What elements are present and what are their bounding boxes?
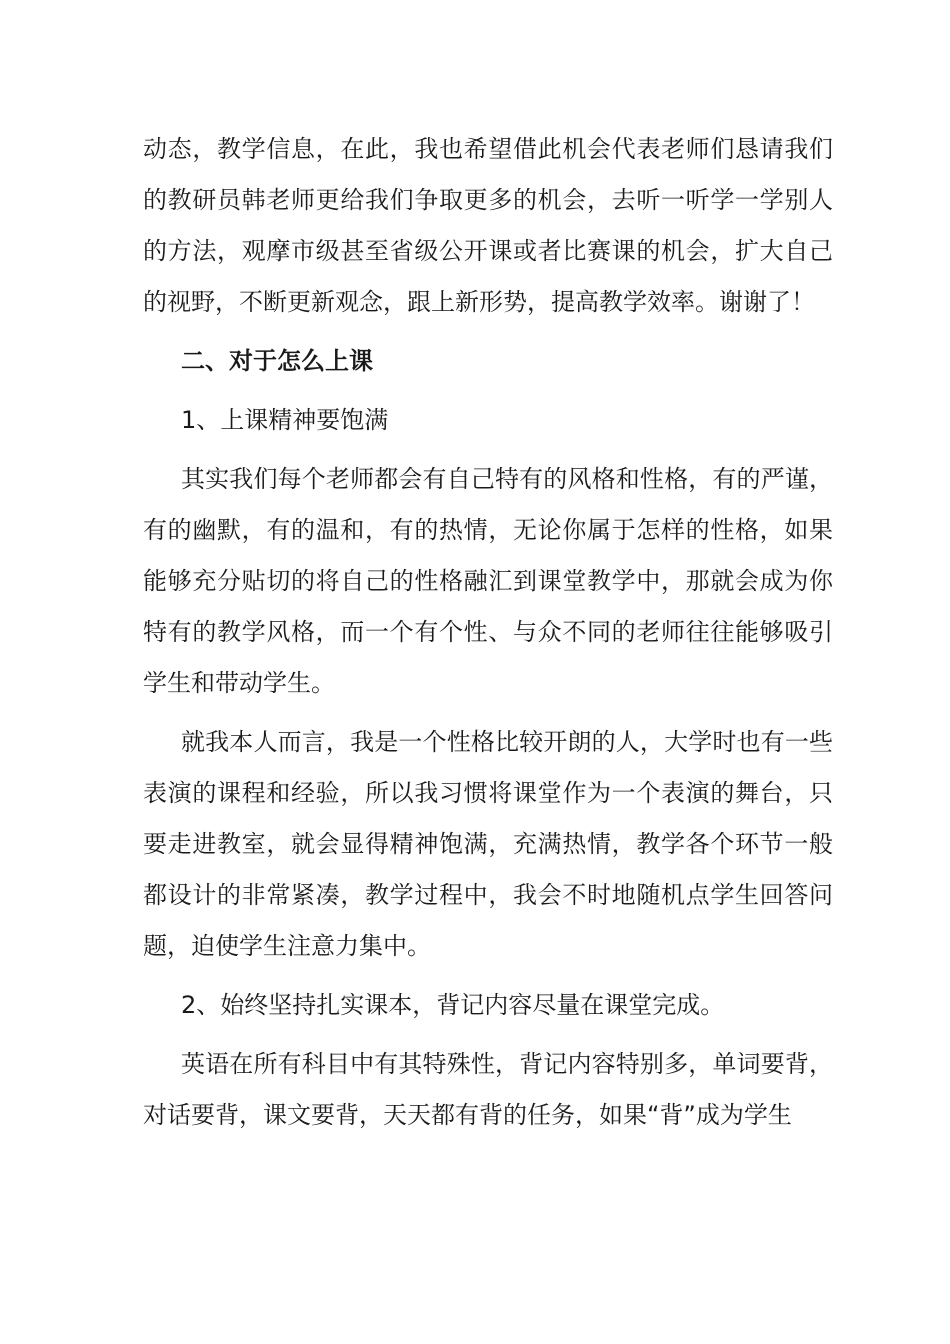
subsection-heading: 1、上课精神要饱满: [181, 406, 389, 434]
subsection-heading: 2、始终坚持扎实课本，背记内容尽量在课堂完成。: [181, 991, 725, 1019]
body-paragraph: 就我本人而言，我是一个性格比较开朗的人，大学时也有一些表演的课程和经验，所以我习惯将课堂作为一个表演的舞台，只要走进教室，就会显得精神饱满，充满热情，教学各个环节一般都设计的非常紧凑，教学过程中，我会不时地随机点学生回答问题，迫使学生注意力集中。: [143, 728, 833, 960]
document-body: [143, 124, 833, 1141]
paragraph-continuation: 动态，教学信息，在此，我也希望借此机会代表老师们恳请我们的教研员韩老师更给我们争取更多的机会，去听一听学一学别人的方法，观摩市级甚至省级公开课或者比赛课的机会，扩大自己的视野，不断更新观念，跟上新形势，提高教学效率。谢谢了！: [143, 135, 833, 316]
section-heading: 二、对于怎么上课: [181, 347, 373, 375]
body-paragraph: 其实我们每个老师都会有自己特有的风格和性格，有的严谨，有的幽默，有的温和，有的热情，无论你属于怎样的性格，如果能够充分贴切的将自己的性格融汇到课堂教学中，那就会成为你特有的教学风格，而一个有个性、与众不同的老师往往能够吸引学生和带动学生。: [143, 465, 833, 697]
body-paragraph: 英语在所有科目中有其特殊性，背记内容特别多，单词要背，对话要背，课文要背，天天都有背的任务，如果“背”成为学生: [143, 1050, 833, 1129]
